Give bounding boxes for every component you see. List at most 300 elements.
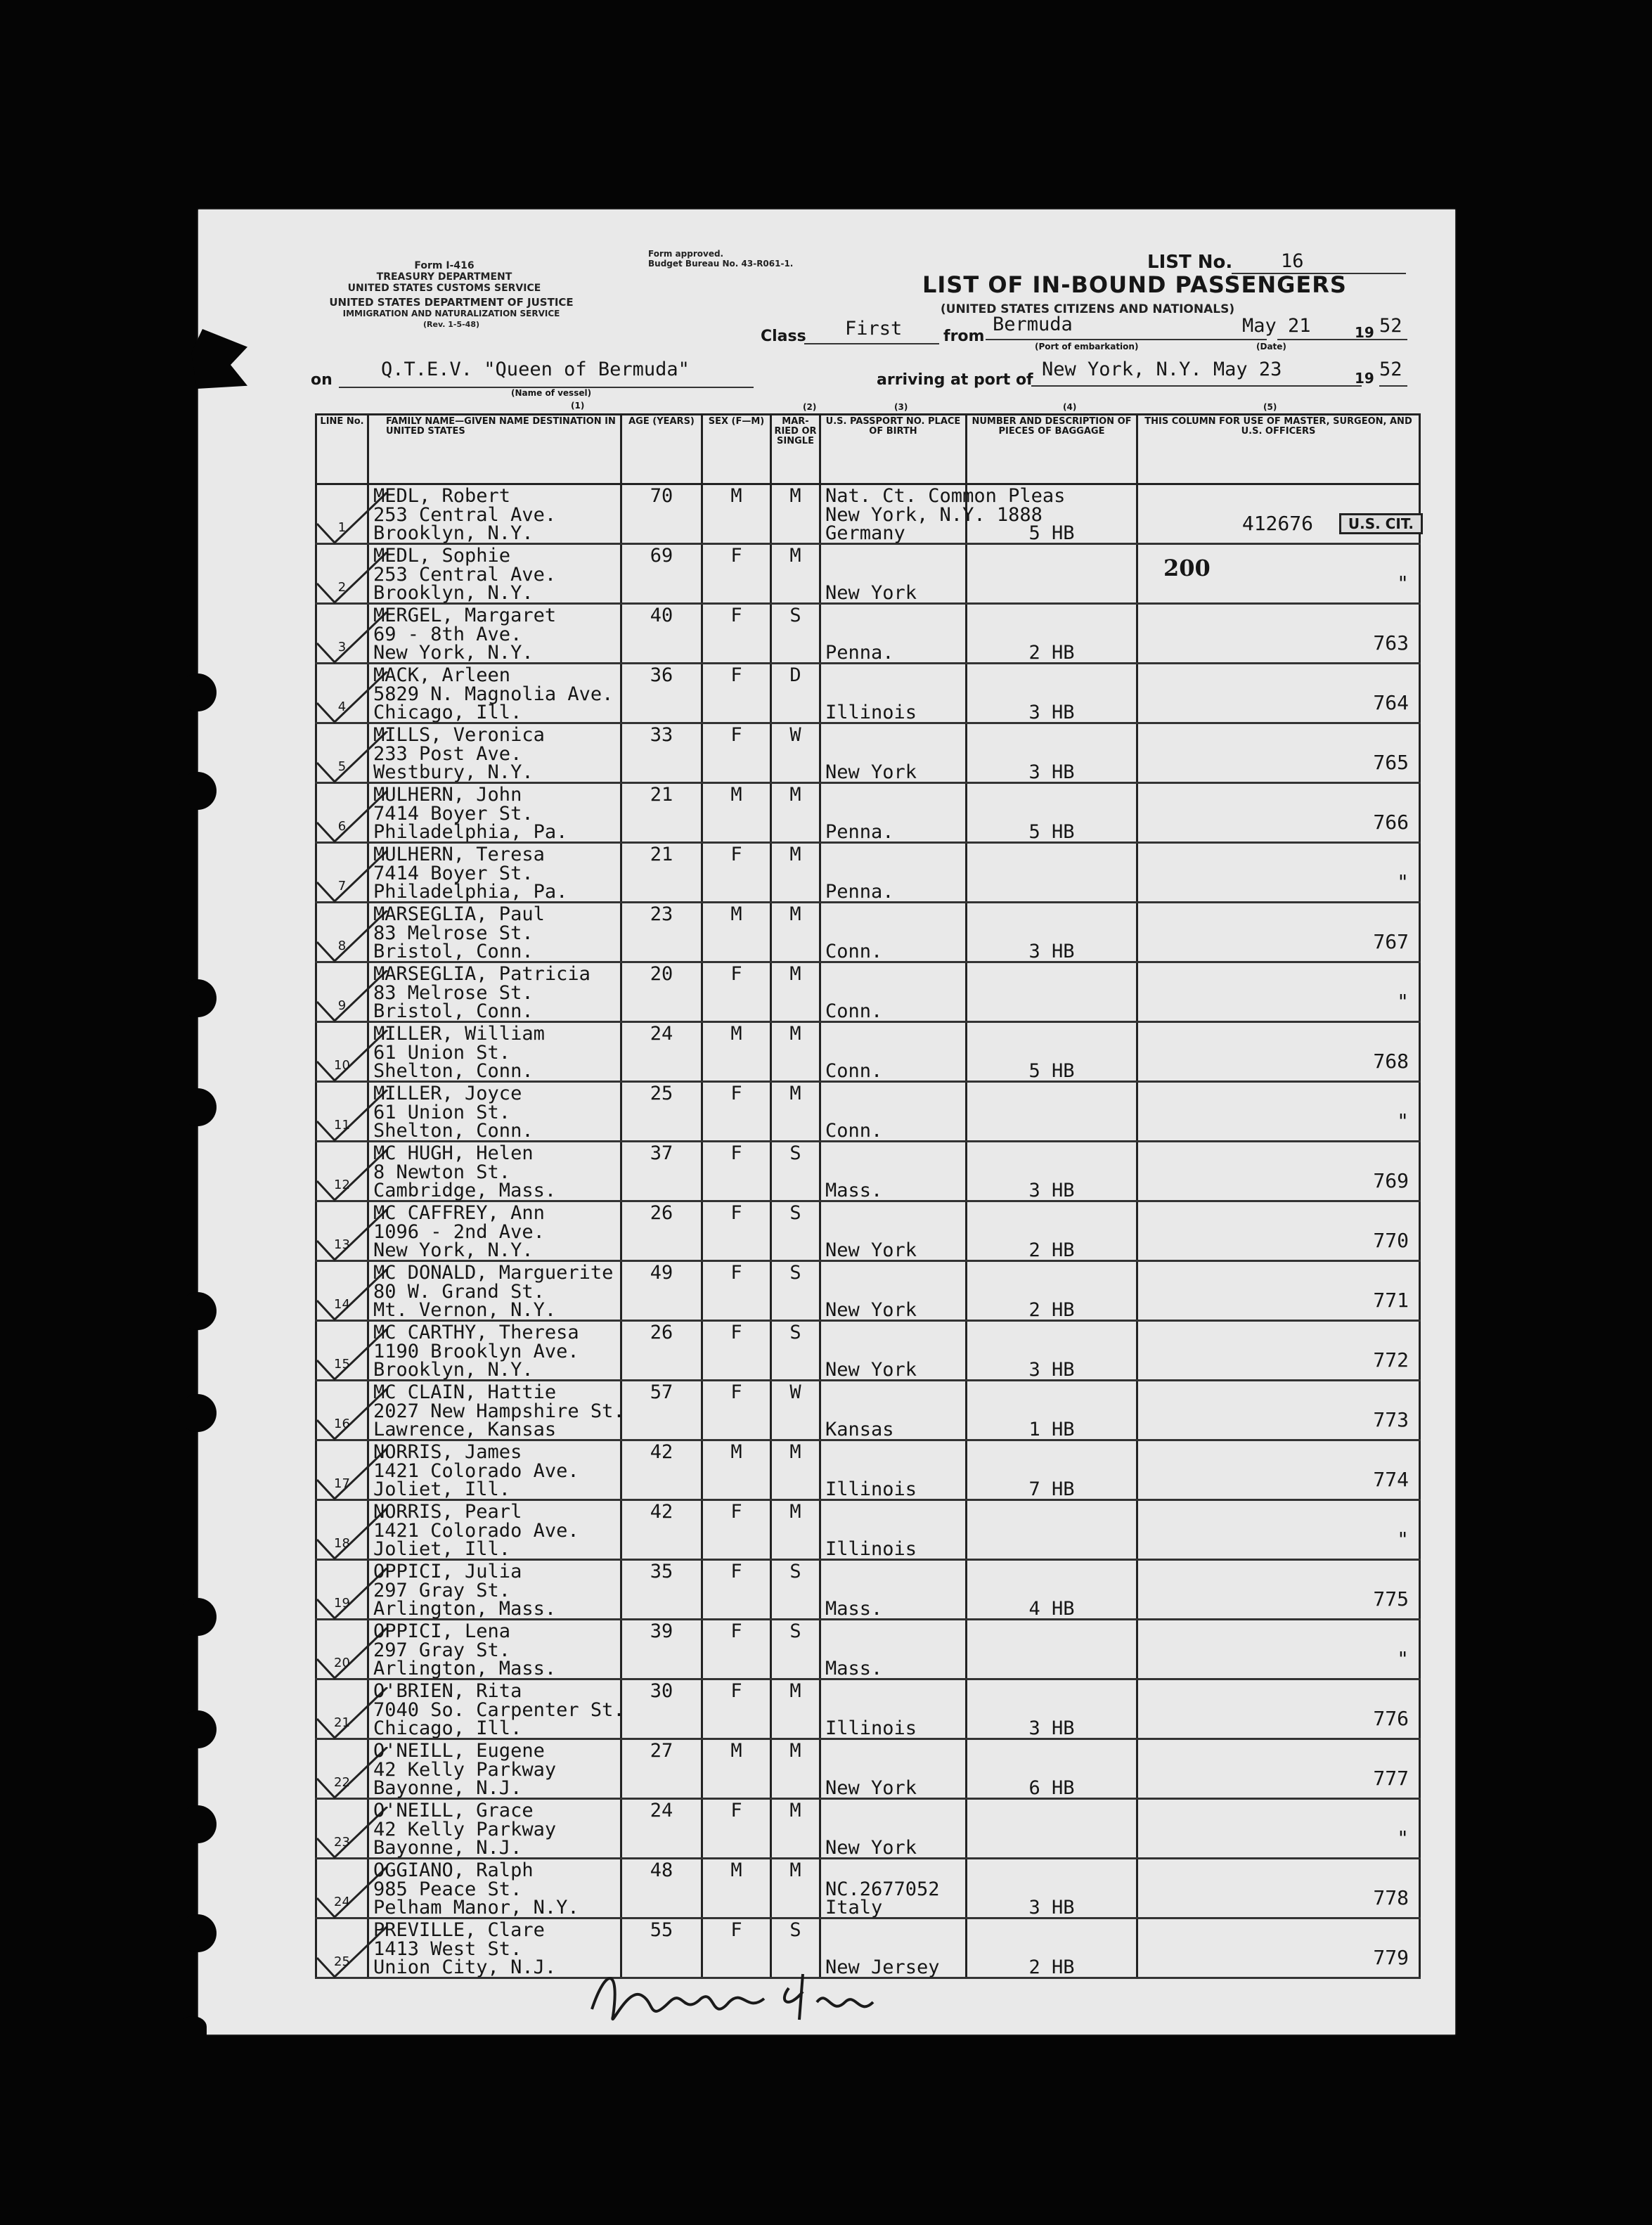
date-value: May 21 (1242, 315, 1311, 337)
passenger-city: Shelton, Conn. (373, 1120, 534, 1142)
age-cell (621, 1082, 702, 1142)
place-of-birth: New York (825, 1777, 917, 1799)
table-row (316, 1201, 1420, 1261)
sex: M (730, 1740, 742, 1762)
baggage: 5 HB (1028, 821, 1075, 843)
passenger-address: 253 Central Ave. (373, 504, 557, 526)
form-title: LIST OF IN-BOUND PASSENGERS (922, 271, 1347, 298)
age: 42 (650, 1501, 673, 1523)
officer-cell (1137, 723, 1420, 783)
name-cell (368, 1082, 621, 1142)
passenger-address: 1421 Colorado Ave. (373, 1460, 579, 1482)
col-num-5: (5) (1263, 402, 1277, 412)
officer-cell (1137, 1201, 1420, 1261)
age-cell (621, 903, 702, 962)
officer-entry: 412676 (1241, 512, 1313, 535)
marital-status: M (789, 1740, 801, 1762)
passenger-address: 1421 Colorado Ave. (373, 1520, 579, 1542)
officer-cell (1137, 962, 1420, 1022)
sex-cell (702, 664, 771, 723)
age-cell (621, 783, 702, 843)
baggage: 2 HB (1028, 1299, 1075, 1321)
line-number: 14 (334, 1297, 350, 1312)
officer-cell (1137, 1918, 1420, 1978)
passenger-name: OGGIANO, Ralph (373, 1859, 534, 1881)
line-number: 24 (334, 1895, 350, 1909)
officer-cell (1137, 903, 1420, 962)
col-age: AGE (YEARS) (621, 415, 702, 484)
marital-cell (771, 1679, 820, 1739)
baggage: 3 HB (1028, 761, 1075, 783)
passenger-city: Bayonne, N.J. (373, 1777, 522, 1799)
marital-status: D (789, 664, 801, 686)
marital-status: M (789, 1441, 801, 1463)
table-row (316, 1560, 1420, 1620)
line-cell (316, 1620, 368, 1679)
line-number: 1 (337, 520, 347, 535)
sex: F (730, 1262, 742, 1284)
line-number: 4 (337, 699, 347, 714)
age-cell (621, 664, 702, 723)
list-no-label: LIST No. (1147, 252, 1233, 273)
table-row (316, 1082, 1420, 1142)
marital-status: S (789, 1322, 801, 1343)
officer-cell (1137, 1022, 1420, 1082)
baggage-cell (967, 1201, 1137, 1261)
line-cell (316, 1918, 368, 1978)
form-subtitle: (UNITED STATES CITIZENS AND NATIONALS) (940, 302, 1235, 316)
sex: F (730, 1202, 742, 1224)
passenger-address: 69 - 8th Ave. (373, 624, 522, 645)
sex: F (730, 1083, 742, 1104)
sex: F (730, 664, 742, 686)
baggage: 3 HB (1028, 1180, 1075, 1201)
passport-cell (820, 783, 967, 843)
passenger-address: 297 Gray St. (373, 1639, 511, 1661)
passenger-city: Pelham Manor, N.Y. (373, 1897, 579, 1918)
baggage: 5 HB (1028, 522, 1075, 544)
marital-status: M (789, 1083, 801, 1104)
baggage: 3 HB (1028, 702, 1075, 723)
age-cell (621, 1500, 702, 1560)
class-label: Class (761, 328, 806, 345)
from-value: Bermuda (993, 314, 1073, 335)
sex: F (730, 605, 742, 626)
marital-status: S (789, 1142, 801, 1164)
table-row (316, 723, 1420, 783)
sex: F (730, 1561, 742, 1582)
table-row (316, 1799, 1420, 1859)
baggage-cell (967, 1859, 1137, 1918)
age: 24 (650, 1023, 673, 1045)
line-cell (316, 903, 368, 962)
col-line: LINE No. (316, 415, 368, 484)
passenger-address: 42 Kelly Parkway (373, 1819, 557, 1840)
table-row (316, 604, 1420, 664)
sex-cell (702, 1201, 771, 1261)
passport-cell (820, 1142, 967, 1201)
passenger-city: Bristol, Conn. (373, 1000, 534, 1022)
marital-cell (771, 962, 820, 1022)
passenger-city: Chicago, Ill. (373, 1717, 522, 1739)
marital-status: M (789, 1859, 801, 1881)
sex: F (730, 1501, 742, 1523)
marital-status: M (789, 1800, 801, 1821)
passenger-name: MARSEGLIA, Patricia (373, 963, 591, 985)
line-number: 25 (334, 1954, 350, 1969)
line-number: 8 (337, 939, 347, 953)
passenger-address: 1413 West St. (373, 1938, 522, 1960)
place-of-birth: Illinois (825, 1717, 917, 1739)
sex-cell (702, 783, 771, 843)
passenger-address: 8 Newton St. (373, 1161, 511, 1183)
age: 55 (650, 1919, 673, 1941)
officer-cell (1137, 843, 1420, 903)
age-cell (621, 1261, 702, 1321)
on-label: on (311, 371, 333, 389)
passenger-address: 233 Post Ave. (373, 743, 522, 765)
baggage-cell (967, 1142, 1137, 1201)
arrival-year: 52 (1379, 359, 1402, 380)
passport-cell (820, 1321, 967, 1381)
passenger-name: NORRIS, James (373, 1441, 522, 1463)
passport-cell (820, 1679, 967, 1739)
line-number: 20 (334, 1656, 350, 1670)
punch-hole (179, 1394, 217, 1432)
age: 20 (650, 963, 673, 985)
punch-hole (179, 1914, 217, 1952)
line-number: 18 (334, 1536, 350, 1551)
marital-status: S (789, 605, 801, 626)
officer-entry: 768 (1373, 1050, 1409, 1073)
name-cell (368, 664, 621, 723)
marital-status: M (789, 963, 801, 985)
passenger-address: 7040 So. Carpenter St. (373, 1699, 625, 1721)
name-cell (368, 1201, 621, 1261)
passenger-city: Chicago, Ill. (373, 702, 522, 723)
officer-cell (1137, 544, 1420, 604)
passenger-name: OPPICI, Julia (373, 1561, 522, 1582)
passenger-name: MERGEL, Margaret (373, 605, 557, 626)
officer-entry: 776 (1373, 1707, 1409, 1730)
officer-cell (1137, 1142, 1420, 1201)
officer-entry: 771 (1373, 1289, 1409, 1312)
table-row (316, 1381, 1420, 1440)
table-row (316, 484, 1420, 544)
punch-hole (179, 979, 217, 1017)
line-cell (316, 723, 368, 783)
table-row (316, 1022, 1420, 1082)
sex-cell (702, 723, 771, 783)
baggage-cell (967, 1381, 1137, 1440)
arriving-label: arriving at port of (877, 371, 1033, 389)
line-number: 10 (334, 1058, 350, 1073)
baggage-cell (967, 903, 1137, 962)
line-number: 9 (337, 998, 347, 1013)
line-number: 12 (334, 1178, 350, 1192)
line-cell (316, 1500, 368, 1560)
sex-cell (702, 1440, 771, 1500)
officer-cell (1137, 1859, 1420, 1918)
officer-entry: " (1397, 1109, 1409, 1133)
officer-entry: 763 (1373, 631, 1409, 654)
place-of-birth: Conn. (825, 941, 883, 962)
baggage-cell (967, 1679, 1137, 1739)
passenger-name: O'BRIEN, Rita (373, 1680, 522, 1702)
passport-cell (820, 1381, 967, 1440)
passenger-city: Joliet, Ill. (373, 1478, 511, 1500)
baggage-cell (967, 1500, 1137, 1560)
passenger-table (315, 413, 1421, 1979)
sex-cell (702, 1799, 771, 1859)
passenger-name: O'NEILL, Grace (373, 1800, 534, 1821)
marital-status: S (789, 1919, 801, 1941)
baggage-cell (967, 604, 1137, 664)
place-of-birth: New York (825, 1299, 917, 1321)
passenger-address: 1190 Brooklyn Ave. (373, 1341, 579, 1362)
punch-hole (179, 673, 217, 711)
age-cell (621, 1201, 702, 1261)
age: 26 (650, 1202, 673, 1224)
punch-hole (179, 2016, 207, 2037)
sex-cell (702, 843, 771, 903)
sex: F (730, 724, 742, 746)
age-cell (621, 1560, 702, 1620)
passport-line-1: Nat. Ct. Common Pleas (825, 485, 1066, 507)
sex-cell (702, 1022, 771, 1082)
baggage-cell (967, 1321, 1137, 1381)
line-cell (316, 1201, 368, 1261)
punch-hole (179, 772, 217, 810)
officer-entry: 765 (1373, 751, 1409, 774)
name-cell (368, 1859, 621, 1918)
officer-cell (1137, 1739, 1420, 1799)
line-cell (316, 1679, 368, 1739)
sex: M (730, 1441, 742, 1463)
sex-cell (702, 962, 771, 1022)
age-cell (621, 843, 702, 903)
age: 23 (650, 903, 673, 925)
officer-cell (1137, 604, 1420, 664)
col-num-4: (4) (1063, 402, 1077, 412)
officer-entry: " (1397, 1528, 1409, 1551)
place-of-birth: New Jersey (825, 1956, 940, 1978)
baggage-cell (967, 962, 1137, 1022)
marital-cell (771, 1620, 820, 1679)
passport-cell (820, 1739, 967, 1799)
year-prefix: 19 (1355, 324, 1374, 341)
sex: F (730, 844, 742, 865)
marital-status: S (789, 1620, 801, 1642)
line-cell (316, 1440, 368, 1500)
age: 69 (650, 545, 673, 567)
officer-cell (1137, 1799, 1420, 1859)
age: 36 (650, 664, 673, 686)
name-cell (368, 1261, 621, 1321)
baggage-cell (967, 783, 1137, 843)
line-cell (316, 544, 368, 604)
passenger-city: Mt. Vernon, N.Y. (373, 1299, 557, 1321)
sex-cell (702, 1739, 771, 1799)
year: 52 (1379, 315, 1402, 337)
officer-entry: 779 (1373, 1946, 1409, 1969)
col-name: FAMILY NAME—GIVEN NAME DESTINATION IN UNITED STATES (368, 415, 621, 484)
officer-cell (1137, 1500, 1420, 1560)
passport-cell (820, 544, 967, 604)
passenger-name: OPPICI, Lena (373, 1620, 511, 1642)
passenger-address: 42 Kelly Parkway (373, 1759, 557, 1781)
table-header (316, 415, 1420, 484)
place-of-birth: Italy (825, 1897, 883, 1918)
sex-cell (702, 1560, 771, 1620)
line-cell (316, 843, 368, 903)
table-row (316, 1620, 1420, 1679)
officer-entry: 769 (1373, 1169, 1409, 1192)
vessel-num: (1) (571, 401, 585, 411)
passenger-name: MC CARTHY, Theresa (373, 1322, 579, 1343)
passenger-name: O'NEILL, Eugene (373, 1740, 545, 1762)
marital-cell (771, 1859, 820, 1918)
passenger-address: 61 Union St. (373, 1102, 511, 1123)
sex-cell (702, 1620, 771, 1679)
marital-cell (771, 783, 820, 843)
punch-hole (179, 1710, 217, 1748)
passenger-name: NORRIS, Pearl (373, 1501, 522, 1523)
officer-cell (1137, 1381, 1420, 1440)
passenger-name: MACK, Arleen (373, 664, 511, 686)
table-row (316, 783, 1420, 843)
place-of-birth: Mass. (825, 1598, 883, 1620)
line-number: 23 (334, 1835, 350, 1850)
vessel-name: Q.T.E.V. "Queen of Bermuda" (381, 359, 690, 380)
table-row (316, 1500, 1420, 1560)
age: 24 (650, 1800, 673, 1821)
name-cell (368, 1799, 621, 1859)
name-cell (368, 723, 621, 783)
manifest-page (198, 209, 1455, 2034)
sex: M (730, 485, 742, 507)
passport-cell (820, 1022, 967, 1082)
age-cell (621, 1859, 702, 1918)
col-officers: THIS COLUMN FOR USE OF MASTER, SURGEON, AND U.S. OFFICERS (1137, 415, 1420, 484)
place-of-birth: Illinois (825, 702, 917, 723)
passport-cell (820, 723, 967, 783)
place-of-birth: Conn. (825, 1060, 883, 1082)
marital-status: M (789, 1680, 801, 1702)
marital-status: M (789, 903, 801, 925)
passport-cell (820, 1201, 967, 1261)
passenger-city: Lawrence, Kansas (373, 1419, 557, 1440)
passenger-city: Bristol, Conn. (373, 941, 534, 962)
marital-cell (771, 604, 820, 664)
age-cell (621, 1321, 702, 1381)
passport-cell (820, 1440, 967, 1500)
officer-cell (1137, 1560, 1420, 1620)
baggage-cell (967, 1560, 1137, 1620)
passenger-address: 253 Central Ave. (373, 564, 557, 586)
passenger-name: MEDL, Sophie (373, 545, 511, 567)
passenger-city: New York, N.Y. (373, 1239, 534, 1261)
officer-cell (1137, 484, 1420, 544)
sex: F (730, 1322, 742, 1343)
marital-cell (771, 1500, 820, 1560)
officer-cell (1137, 664, 1420, 723)
passenger-address: 297 Gray St. (373, 1580, 511, 1601)
passenger-address: 80 W. Grand St. (373, 1281, 545, 1303)
marital-status: M (789, 485, 801, 507)
sex: F (730, 963, 742, 985)
officer-cell (1137, 1321, 1420, 1381)
place-of-birth: Penna. (825, 821, 894, 843)
col-married: MAR- RIED OR SINGLE (771, 415, 820, 484)
baggage-cell (967, 484, 1137, 544)
place-of-birth: New York (825, 1359, 917, 1381)
baggage: 3 HB (1028, 1359, 1075, 1381)
baggage: 3 HB (1028, 941, 1075, 962)
age: 21 (650, 784, 673, 806)
punch-hole (179, 1805, 217, 1843)
passenger-address: 83 Melrose St. (373, 982, 534, 1004)
sex: F (730, 1680, 742, 1702)
baggage: 3 HB (1028, 1897, 1075, 1918)
baggage: 6 HB (1028, 1777, 1075, 1799)
passenger-city: Brooklyn, N.Y. (373, 582, 534, 604)
table-row (316, 544, 1420, 604)
table-row (316, 1261, 1420, 1321)
passport-cell (820, 1261, 967, 1321)
passenger-city: Arlington, Mass. (373, 1658, 557, 1679)
marital-cell (771, 1201, 820, 1261)
age: 33 (650, 724, 673, 746)
age-cell (621, 1440, 702, 1500)
punch-hole (179, 1292, 217, 1330)
table-row (316, 903, 1420, 962)
age: 37 (650, 1142, 673, 1164)
form-id-block: Form I-416 TREASURY DEPARTMENT UNITED STATES CUSTOMS SERVICE (347, 260, 541, 294)
sex-cell (702, 1082, 771, 1142)
line-number: 19 (334, 1596, 350, 1611)
marital-cell (771, 1321, 820, 1381)
passport-cell (820, 604, 967, 664)
baggage-cell (967, 1918, 1137, 1978)
punch-hole (179, 1088, 217, 1126)
baggage-cell (967, 723, 1137, 783)
baggage-cell (967, 843, 1137, 903)
place-of-birth: New York (825, 1837, 917, 1859)
marital-cell (771, 1560, 820, 1620)
officer-entry: " (1397, 572, 1409, 595)
age: 70 (650, 485, 673, 507)
passport-cell (820, 1500, 967, 1560)
passport-cell (820, 903, 967, 962)
form-approved: Form approved. Budget Bureau No. 43-R061-1. (648, 249, 794, 269)
place-of-birth: Penna. (825, 881, 894, 903)
col-num-3: (3) (894, 402, 908, 412)
passenger-city: Philadelphia, Pa. (373, 821, 568, 843)
place-of-birth: Mass. (825, 1180, 883, 1201)
sex-cell (702, 544, 771, 604)
col-baggage: NUMBER AND DESCRIPTION OF PIECES OF BAGGAGE (967, 415, 1137, 484)
officer-cell (1137, 1440, 1420, 1500)
officer-entry: 777 (1373, 1767, 1409, 1790)
col-sex: SEX (F—M) (702, 415, 771, 484)
sex: F (730, 1381, 742, 1403)
punch-hole (179, 1598, 217, 1636)
officer-cell (1137, 1620, 1420, 1679)
line-number: 17 (334, 1476, 350, 1491)
age-cell (621, 1620, 702, 1679)
sex-cell (702, 604, 771, 664)
